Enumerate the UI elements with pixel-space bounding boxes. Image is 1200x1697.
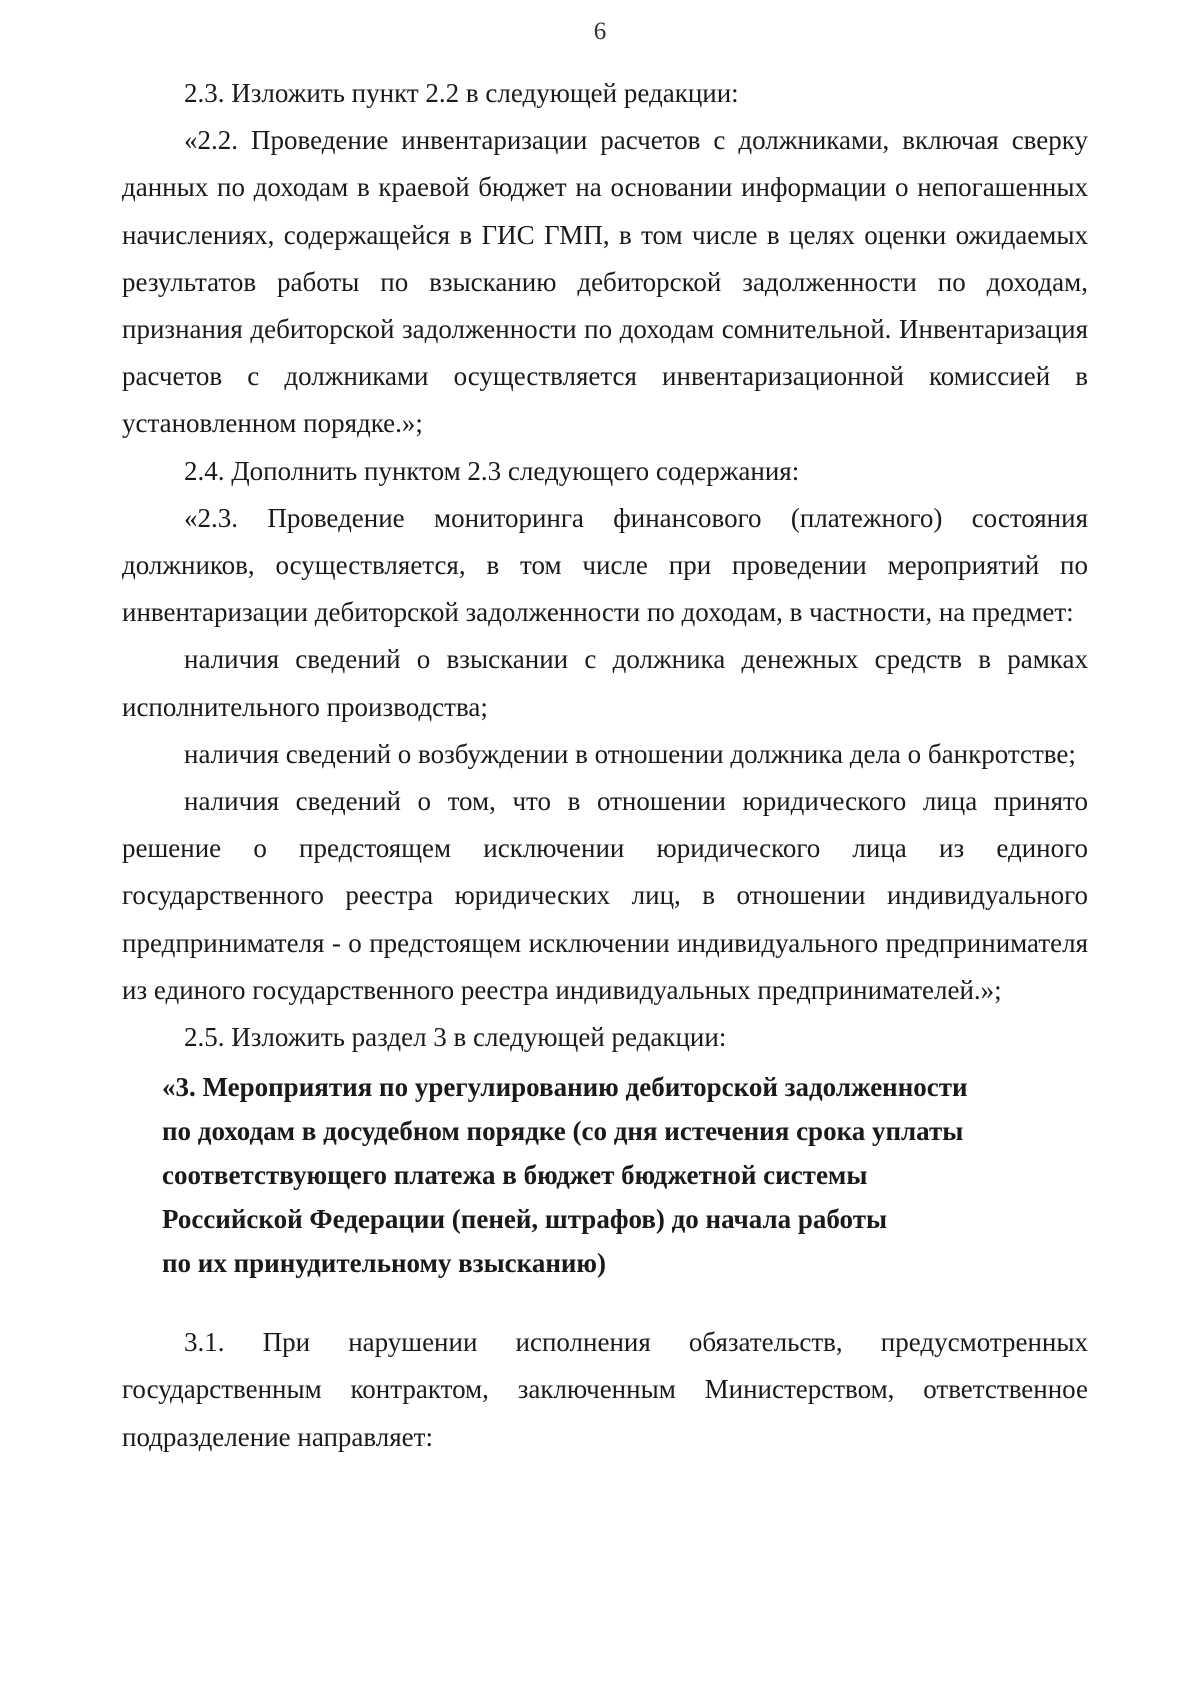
heading-line: соответствующего платежа в бюджет бюджетной системы <box>162 1160 868 1191</box>
paragraph-2-4-instruction: 2.4. Дополнить пунктом 2.3 следующего содержания: <box>184 455 800 486</box>
paragraph-2-3-new-text: «2.3. Проведение мониторинга финансового (платежного) состояния должников, осуществляется, в том числе при проведении мероприятий по инвентаризации дебиторской задолженности по доходам, в частности, на предмет: <box>122 502 1088 628</box>
document-body <box>122 70 1088 1461</box>
page-number: 6 <box>593 18 607 45</box>
heading-line: Российской Федерации (пеней, штрафов) до начала работы <box>162 1204 888 1235</box>
paragraph-2-3-instruction: 2.3. Изложить пункт 2.2 в следующей редакции: <box>184 78 739 108</box>
list-item-enforcement: наличия сведений о взыскании с должника денежных средств в рамках исполнительного производства; <box>122 644 1088 722</box>
heading-line: по их принудительному взысканию) <box>162 1248 607 1279</box>
heading-line: по доходам в досудебном порядке (со дня истечения срока уплаты <box>162 1116 964 1147</box>
paragraph-2-2-new-text: «2.2. Проведение инвентаризации расчетов с должниками, включая сверку данных по доходам в краевой бюджет на основании информации о непогашенных начислениях, содержащейся в ГИС ГМП, в том числе в целях оценки ожидаемых результатов работы по взысканию дебиторской задолженности по доходам, признания дебиторской задолженности по доходам сомнительной. Инвентаризация расчетов с должниками осуществляется инвентаризационной комиссией в установленном порядке.»; <box>122 125 1088 439</box>
paragraph-2-5-instruction: 2.5. Изложить раздел 3 в следующей редакции: <box>184 1022 727 1053</box>
paragraph-3-1: 3.1. При нарушении исполнения обязательств, предусмотренных государственным контрактом, заключенным Министерством, ответственное подразделение направляет: <box>122 1327 1088 1452</box>
list-item-registry-exclusion: наличия сведений о том, что в отношении юридического лица принято решение о предстоящем исключении юридического лица из единого государственного реестра юридических лиц, в отношении индивидуального предпринимателя - о предстоящем исключении индивидуального предпринимателя из единого государственного реестра индивидуальных предпринимателей.»; <box>122 786 1088 1005</box>
section-3-heading <box>122 1065 1088 1285</box>
heading-line: «3. Мероприятия по урегулированию дебиторской задолженности <box>162 1072 968 1103</box>
list-item-bankruptcy: наличия сведений о возбуждении в отношении должника дела о банкротстве; <box>184 738 1076 769</box>
